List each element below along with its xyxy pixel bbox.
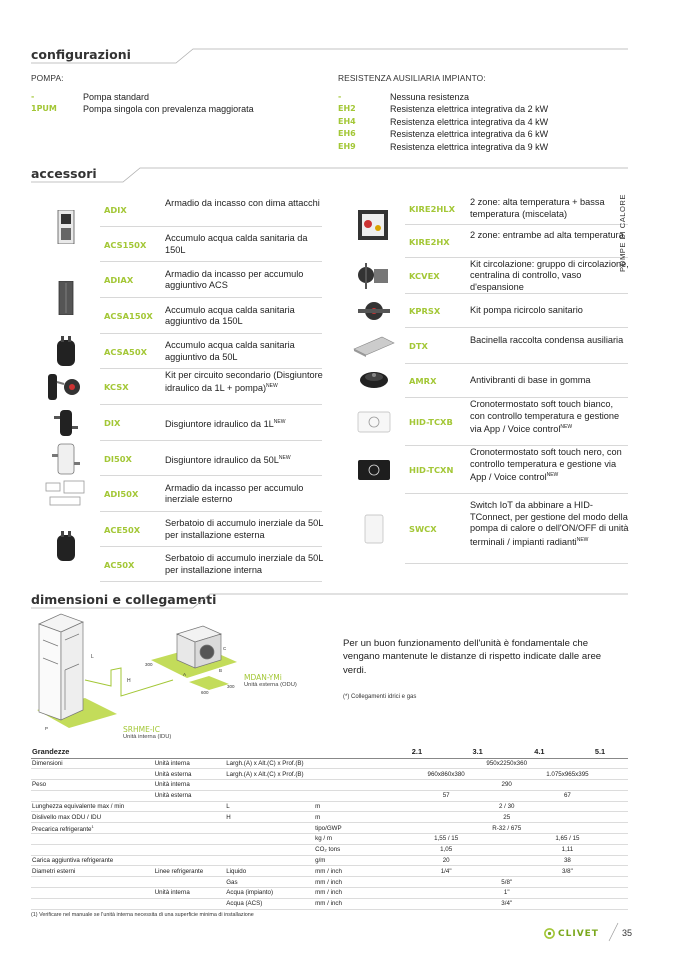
accessory-image	[339, 494, 409, 564]
row-unit: mm / inch	[314, 888, 349, 899]
new-badge: NEW	[560, 424, 573, 430]
table-row	[31, 769, 628, 780]
row-parameter: Largh.(A) x Alt.(C) x Prof.(B)	[225, 769, 314, 780]
odu-code: MDAN-YMi	[244, 673, 282, 682]
accessory-description: 2 zone: entrambe ad alta temperatura	[470, 230, 624, 240]
accessory-description: Disgiuntore idraulico da $50L^{NEW}$	[165, 454, 291, 465]
row-value: 1.075x965x395	[507, 769, 628, 780]
diagram-label-H: H	[127, 678, 131, 684]
circulation-kit-icon	[352, 259, 396, 293]
row-parameter: Gas	[225, 877, 314, 888]
pump-kit-icon	[44, 370, 88, 404]
row-spacer	[349, 812, 385, 823]
row-value: 960x860x380	[385, 769, 506, 780]
row-sublabel	[154, 812, 226, 823]
row-unit: mm / inch	[314, 877, 349, 888]
row-unit	[314, 780, 349, 791]
config-desc: Pompa singola con prevalenza maggiorata	[83, 104, 254, 114]
table-header-row	[31, 745, 628, 758]
row-unit: mm / inch	[314, 898, 349, 909]
accessory-row	[339, 192, 628, 225]
accessory-image	[31, 405, 101, 441]
row-parameter: H	[225, 812, 314, 823]
row-value: 1,55 / 15	[385, 834, 506, 845]
row-unit: mm / inch	[314, 866, 349, 877]
accessory-code: HID-TCXN	[409, 465, 454, 475]
config-row	[338, 128, 548, 141]
accessory-row	[339, 294, 628, 328]
row-value: 57	[385, 790, 506, 801]
row-divider	[405, 563, 628, 564]
accessory-description: Kit circolazione: gruppo di circolazione, centralina di controllo, vaso d'espansione	[470, 258, 629, 292]
row-unit: CO₂ tons	[314, 844, 349, 855]
accessory-description: Kit pompa ricircolo sanitario	[470, 305, 583, 316]
odu-label: Unità esterna (ODU)	[244, 682, 297, 688]
accessory-row	[339, 328, 628, 364]
row-group-label: Precarica refrigerante$^1$	[31, 823, 154, 834]
row-sublabel: Linee refrigerante	[154, 866, 226, 877]
accessory-row	[31, 547, 322, 582]
section-title-configurazioni: configurazioni	[31, 47, 131, 62]
accessory-row	[339, 398, 628, 446]
row-spacer	[349, 855, 385, 866]
row-group-label	[31, 790, 154, 801]
idu-label: Unità interna (IDU)	[123, 734, 172, 740]
accessory-row	[339, 225, 628, 258]
row-value: 1/4"	[385, 866, 506, 877]
accessory-description: Disgiuntore idraulico da $1L^{NEW}$	[165, 419, 286, 430]
accessory-row	[31, 369, 322, 405]
accessory-description: Serbatoio di accumulo inerziale da 50L per installazione esterna	[165, 518, 323, 540]
accessory-description: Kit per circuito secondario (Disgiuntore idraulico da 1L + pompa)$^{NEW}$	[165, 369, 323, 394]
side-label: POMPE DI CALORE	[618, 194, 627, 272]
row-parameter	[225, 855, 314, 866]
row-sublabel: Unità interna	[154, 888, 226, 899]
section-rule	[31, 48, 628, 64]
diagram-label-P: P	[45, 726, 49, 731]
row-sublabel	[154, 844, 226, 855]
diagram-label-A: A	[183, 672, 187, 677]
row-spacer	[349, 898, 385, 909]
accessory-image	[31, 441, 101, 476]
size-header: 5.1	[572, 745, 628, 758]
config-row	[31, 103, 254, 116]
row-value: 1,11	[507, 844, 628, 855]
accessory-row	[31, 298, 322, 334]
accessory-code: AMRX	[409, 376, 437, 386]
config-desc: Resistenza elettrica integrativa da 6 kW	[390, 129, 549, 139]
new-badge: NEW	[546, 472, 559, 478]
accessory-code: SWCX	[409, 524, 437, 534]
size-header: 3.1	[448, 745, 506, 758]
accessory-code: HID-TCXB	[409, 417, 453, 427]
row-unit: kg / m	[314, 834, 349, 845]
accessory-image	[31, 476, 101, 512]
config-row	[338, 116, 548, 129]
row-spacer	[349, 790, 385, 801]
resistenza-label: RESISTENZA AUSILIARIA IMPIANTO:	[338, 73, 486, 83]
diagram-label-B: B	[219, 668, 223, 673]
row-group-label: Carica aggiuntiva refrigerante	[31, 855, 154, 866]
accessory-code: AC50X	[104, 559, 135, 570]
table-row	[31, 758, 628, 769]
row-value: 25	[385, 812, 628, 823]
row-unit	[314, 790, 349, 801]
size-header: 4.1	[507, 745, 572, 758]
new-badge: NEW	[278, 454, 291, 461]
accessory-row	[339, 258, 628, 294]
config-row	[338, 91, 548, 104]
row-spacer	[349, 888, 385, 899]
config-code: EH4	[338, 116, 356, 126]
table-row	[31, 834, 628, 845]
row-group-label: Dimensioni	[31, 758, 154, 769]
footnote-marker: 1	[91, 823, 94, 829]
row-value: 38	[507, 855, 628, 866]
accessory-image	[31, 334, 101, 369]
dimensioni-description: Per un buon funzionamento dell'unità è fondamentale che vengano mantenute le distanze di rispetto indicate dalle aree verdi.	[343, 638, 602, 676]
row-group-label	[31, 877, 154, 888]
pompa-label: POMPA:	[31, 73, 64, 83]
row-parameter: Acqua (impianto)	[225, 888, 314, 899]
page-separator	[606, 922, 620, 942]
row-parameter	[225, 790, 314, 801]
row-sublabel	[154, 823, 226, 834]
pompa-config	[31, 72, 254, 116]
accessory-description: Armadio da incasso per accumulo inerziale esterno	[165, 482, 304, 504]
row-group-label: Lunghezza equivalente max / min	[31, 801, 154, 812]
accessory-code: KCVEX	[409, 271, 440, 281]
row-group-label	[31, 769, 154, 780]
row-sublabel: Unità interna	[154, 780, 226, 791]
installation-diagram	[31, 610, 331, 745]
accessory-description: Switch IoT da abbinare a HID-TConnect, per gestione del modo della pompa di calore o dell'ON/OFF di unità terminali / impianti radianti$^{NEW}$	[470, 500, 629, 547]
accessory-description: Antivibranti di base in gomma	[470, 375, 591, 386]
outdoor-unit-drawing	[177, 626, 221, 668]
accessory-description: Armadio da incasso per accumulo aggiuntivo ACS	[165, 268, 304, 290]
row-parameter: L	[225, 801, 314, 812]
row-value: 3/4"	[385, 898, 628, 909]
row-value: 67	[507, 790, 628, 801]
accessory-code: DTX	[409, 341, 428, 351]
config-row	[31, 91, 254, 104]
row-spacer	[349, 866, 385, 877]
row-group-label	[31, 898, 154, 909]
diagram-label-L: L	[91, 654, 94, 660]
config-code: EH2	[338, 104, 356, 113]
config-code: -	[338, 91, 342, 101]
row-value: 2 / 30	[385, 801, 628, 812]
accessory-code: ADIAX	[104, 275, 134, 285]
accessory-description: Accumulo acqua calda sanitaria da 150L	[165, 233, 308, 255]
row-sublabel	[154, 855, 226, 866]
accessory-code: KIRE2HX	[409, 236, 450, 247]
dimensioni-note: (*) Collegamenti idrici e gas	[343, 694, 417, 700]
indoor-unit-drawing	[39, 614, 83, 720]
header-spacer	[349, 745, 385, 758]
config-code: 1PUM	[31, 104, 57, 113]
row-value: 5/8"	[385, 877, 628, 888]
accessory-row	[31, 227, 322, 262]
resistenza-config	[338, 72, 548, 153]
config-desc: Pompa standard	[83, 91, 150, 102]
row-group-label	[31, 834, 154, 845]
section-rule	[31, 593, 628, 609]
accessory-row	[31, 192, 322, 227]
row-parameter	[225, 780, 314, 791]
row-sublabel	[154, 834, 226, 845]
config-code: EH9	[338, 141, 356, 151]
row-value: 1"	[385, 888, 628, 899]
config-desc: Nessuna resistenza	[390, 91, 470, 102]
accessory-row	[339, 494, 628, 564]
config-row	[338, 141, 548, 154]
tray-icon	[352, 329, 396, 363]
row-parameter	[225, 823, 314, 834]
accessory-row	[339, 364, 628, 398]
row-value: 1,65 / 15	[507, 834, 628, 845]
accessory-row	[339, 446, 628, 494]
accessory-image	[339, 398, 409, 446]
iot-switch-icon	[352, 512, 396, 546]
new-badge: NEW	[576, 536, 589, 543]
accessory-code: KPRSX	[409, 306, 441, 316]
config-desc: Resistenza elettrica integrativa da 9 kW	[390, 141, 549, 152]
row-sublabel: Unità esterna	[154, 769, 226, 780]
diagram-label-600: 600	[201, 690, 209, 695]
thermostat-black-icon	[352, 453, 396, 487]
table-row	[31, 823, 628, 834]
row-group-label: Diametri esterni	[31, 866, 154, 877]
accessory-description: Cronotermostato soft touch bianco, con controllo temperatura e gestione via App / Voice control$^{NEW}$	[470, 399, 620, 435]
row-group-label: Dislivello max ODU / IDU	[31, 812, 154, 823]
tank-icon	[44, 335, 88, 369]
accessory-row	[31, 405, 322, 441]
row-value: 290	[385, 780, 628, 791]
row-unit: m	[314, 801, 349, 812]
new-badge: NEW	[273, 419, 286, 426]
accessory-code: KIRE2HLX	[409, 203, 455, 214]
row-spacer	[349, 877, 385, 888]
pump-icon	[352, 294, 396, 328]
config-row	[338, 103, 548, 116]
clivet-logo-icon	[544, 928, 555, 939]
row-unit: g/m	[314, 855, 349, 866]
row-spacer	[349, 844, 385, 855]
accessory-code: ACSA150X	[104, 311, 153, 321]
section-title-dimensioni: dimensioni e collegamenti	[31, 592, 217, 607]
row-parameter	[225, 834, 314, 845]
section-rule	[31, 167, 628, 183]
row-value: 20	[385, 855, 506, 866]
new-badge: NEW	[266, 383, 278, 390]
accessory-code: ACE50X	[104, 524, 141, 535]
row-sublabel	[154, 877, 226, 888]
table-row	[31, 844, 628, 855]
row-group-label	[31, 844, 154, 855]
row-spacer	[349, 801, 385, 812]
accessory-code: ADI50X	[104, 489, 139, 499]
row-spacer	[349, 823, 385, 834]
row-unit: tipo/GWP	[314, 823, 349, 834]
table-row	[31, 790, 628, 801]
accessory-code: ACSA50X	[104, 346, 148, 357]
separator-large-icon	[44, 442, 88, 476]
row-group-label	[31, 888, 154, 899]
size-header: 2.1	[385, 745, 448, 758]
row-sublabel	[154, 898, 226, 909]
row-sublabel: Unità interna	[154, 758, 226, 769]
accessory-code: ADIX	[104, 204, 127, 215]
table-row	[31, 898, 628, 909]
table-row	[31, 877, 628, 888]
accessory-description: Accumulo acqua calda sanitaria aggiuntivo da 50L	[165, 340, 295, 362]
accessory-row	[31, 334, 322, 369]
accessory-description: Serbatoio di accumulo inerziale da 50L per installazione interna	[165, 553, 323, 575]
damper-icon	[352, 364, 396, 398]
thermostat-white-icon	[352, 405, 396, 439]
accessory-row	[31, 476, 322, 512]
footnote: (1) Verificare nel manuale se l'unità interna necessita di una superficie minima di installazione	[31, 912, 254, 918]
accessory-description: Accumulo acqua calda sanitaria aggiuntivo da 150L	[165, 304, 295, 326]
row-parameter	[225, 844, 314, 855]
accessory-description: 2 zone: alta temperatura + bassa temperatura (miscelata)	[470, 197, 605, 219]
table-row	[31, 812, 628, 823]
accessory-code: KCSX	[104, 382, 129, 392]
brand-logo	[544, 928, 599, 939]
row-parameter: Largh.(A) x Alt.(C) x Prof.(B)	[225, 758, 314, 769]
diagram-label-300b: 300	[227, 684, 235, 689]
row-unit	[314, 758, 349, 769]
idu-code: SRHME-IC	[123, 725, 160, 734]
row-group-label: Peso	[31, 780, 154, 791]
row-sublabel: Unità esterna	[154, 790, 226, 801]
accessory-image	[339, 446, 409, 494]
row-divider	[100, 581, 322, 582]
specifications-table	[31, 745, 628, 910]
accessory-row	[31, 262, 322, 298]
accessory-description: Cronotermostato soft touch nero, con controllo temperatura e gestione via App / Voice control$^{NEW}$	[470, 447, 622, 483]
table-row	[31, 801, 628, 812]
row-parameter: Acqua (ACS)	[225, 898, 314, 909]
row-value: 950x2250x360	[385, 758, 628, 769]
accessory-row	[31, 441, 322, 476]
accessory-image	[339, 364, 409, 398]
brand-name: CLIVET	[558, 928, 599, 939]
row-sublabel	[154, 801, 226, 812]
table-row	[31, 780, 628, 791]
row-unit	[314, 769, 349, 780]
row-value: R-32 / 675	[385, 823, 628, 834]
accessory-image	[31, 369, 101, 405]
row-unit: m	[314, 812, 349, 823]
accessory-row	[31, 512, 322, 547]
row-spacer	[349, 834, 385, 845]
accessory-image	[339, 294, 409, 328]
diagram-label-C: C	[223, 646, 227, 651]
accessory-code: DIX	[104, 418, 121, 428]
section-title-accessori: accessori	[31, 166, 97, 181]
table-row	[31, 855, 628, 866]
table-header-label: Grandezze	[31, 745, 349, 758]
config-desc: Resistenza elettrica integrativa da 4 kW	[390, 116, 549, 127]
row-spacer	[349, 758, 385, 769]
separator-icon	[44, 406, 88, 440]
row-spacer	[349, 780, 385, 791]
row-value: 3/8"	[507, 866, 628, 877]
diagram-label-300a: 300	[145, 662, 153, 667]
config-code: -	[31, 91, 35, 101]
accessory-code: ACS150X	[104, 239, 147, 250]
config-desc: Resistenza elettrica integrativa da 2 kW	[390, 104, 549, 114]
page-number: 35	[622, 928, 633, 938]
config-code: EH6	[338, 129, 356, 138]
row-parameter: Liquido	[225, 866, 314, 877]
accessory-description: Bacinella raccolta condensa ausiliaria	[470, 334, 624, 345]
row-value: 1,05	[385, 844, 506, 855]
row-spacer	[349, 769, 385, 780]
accessory-image	[339, 328, 409, 364]
frame-icon	[44, 477, 88, 511]
table-row	[31, 888, 628, 899]
accessory-description: Armadio da incasso con dima attacchi	[165, 198, 320, 208]
accessory-code: DI50X	[104, 453, 132, 464]
table-row	[31, 866, 628, 877]
accessory-image	[339, 258, 409, 294]
